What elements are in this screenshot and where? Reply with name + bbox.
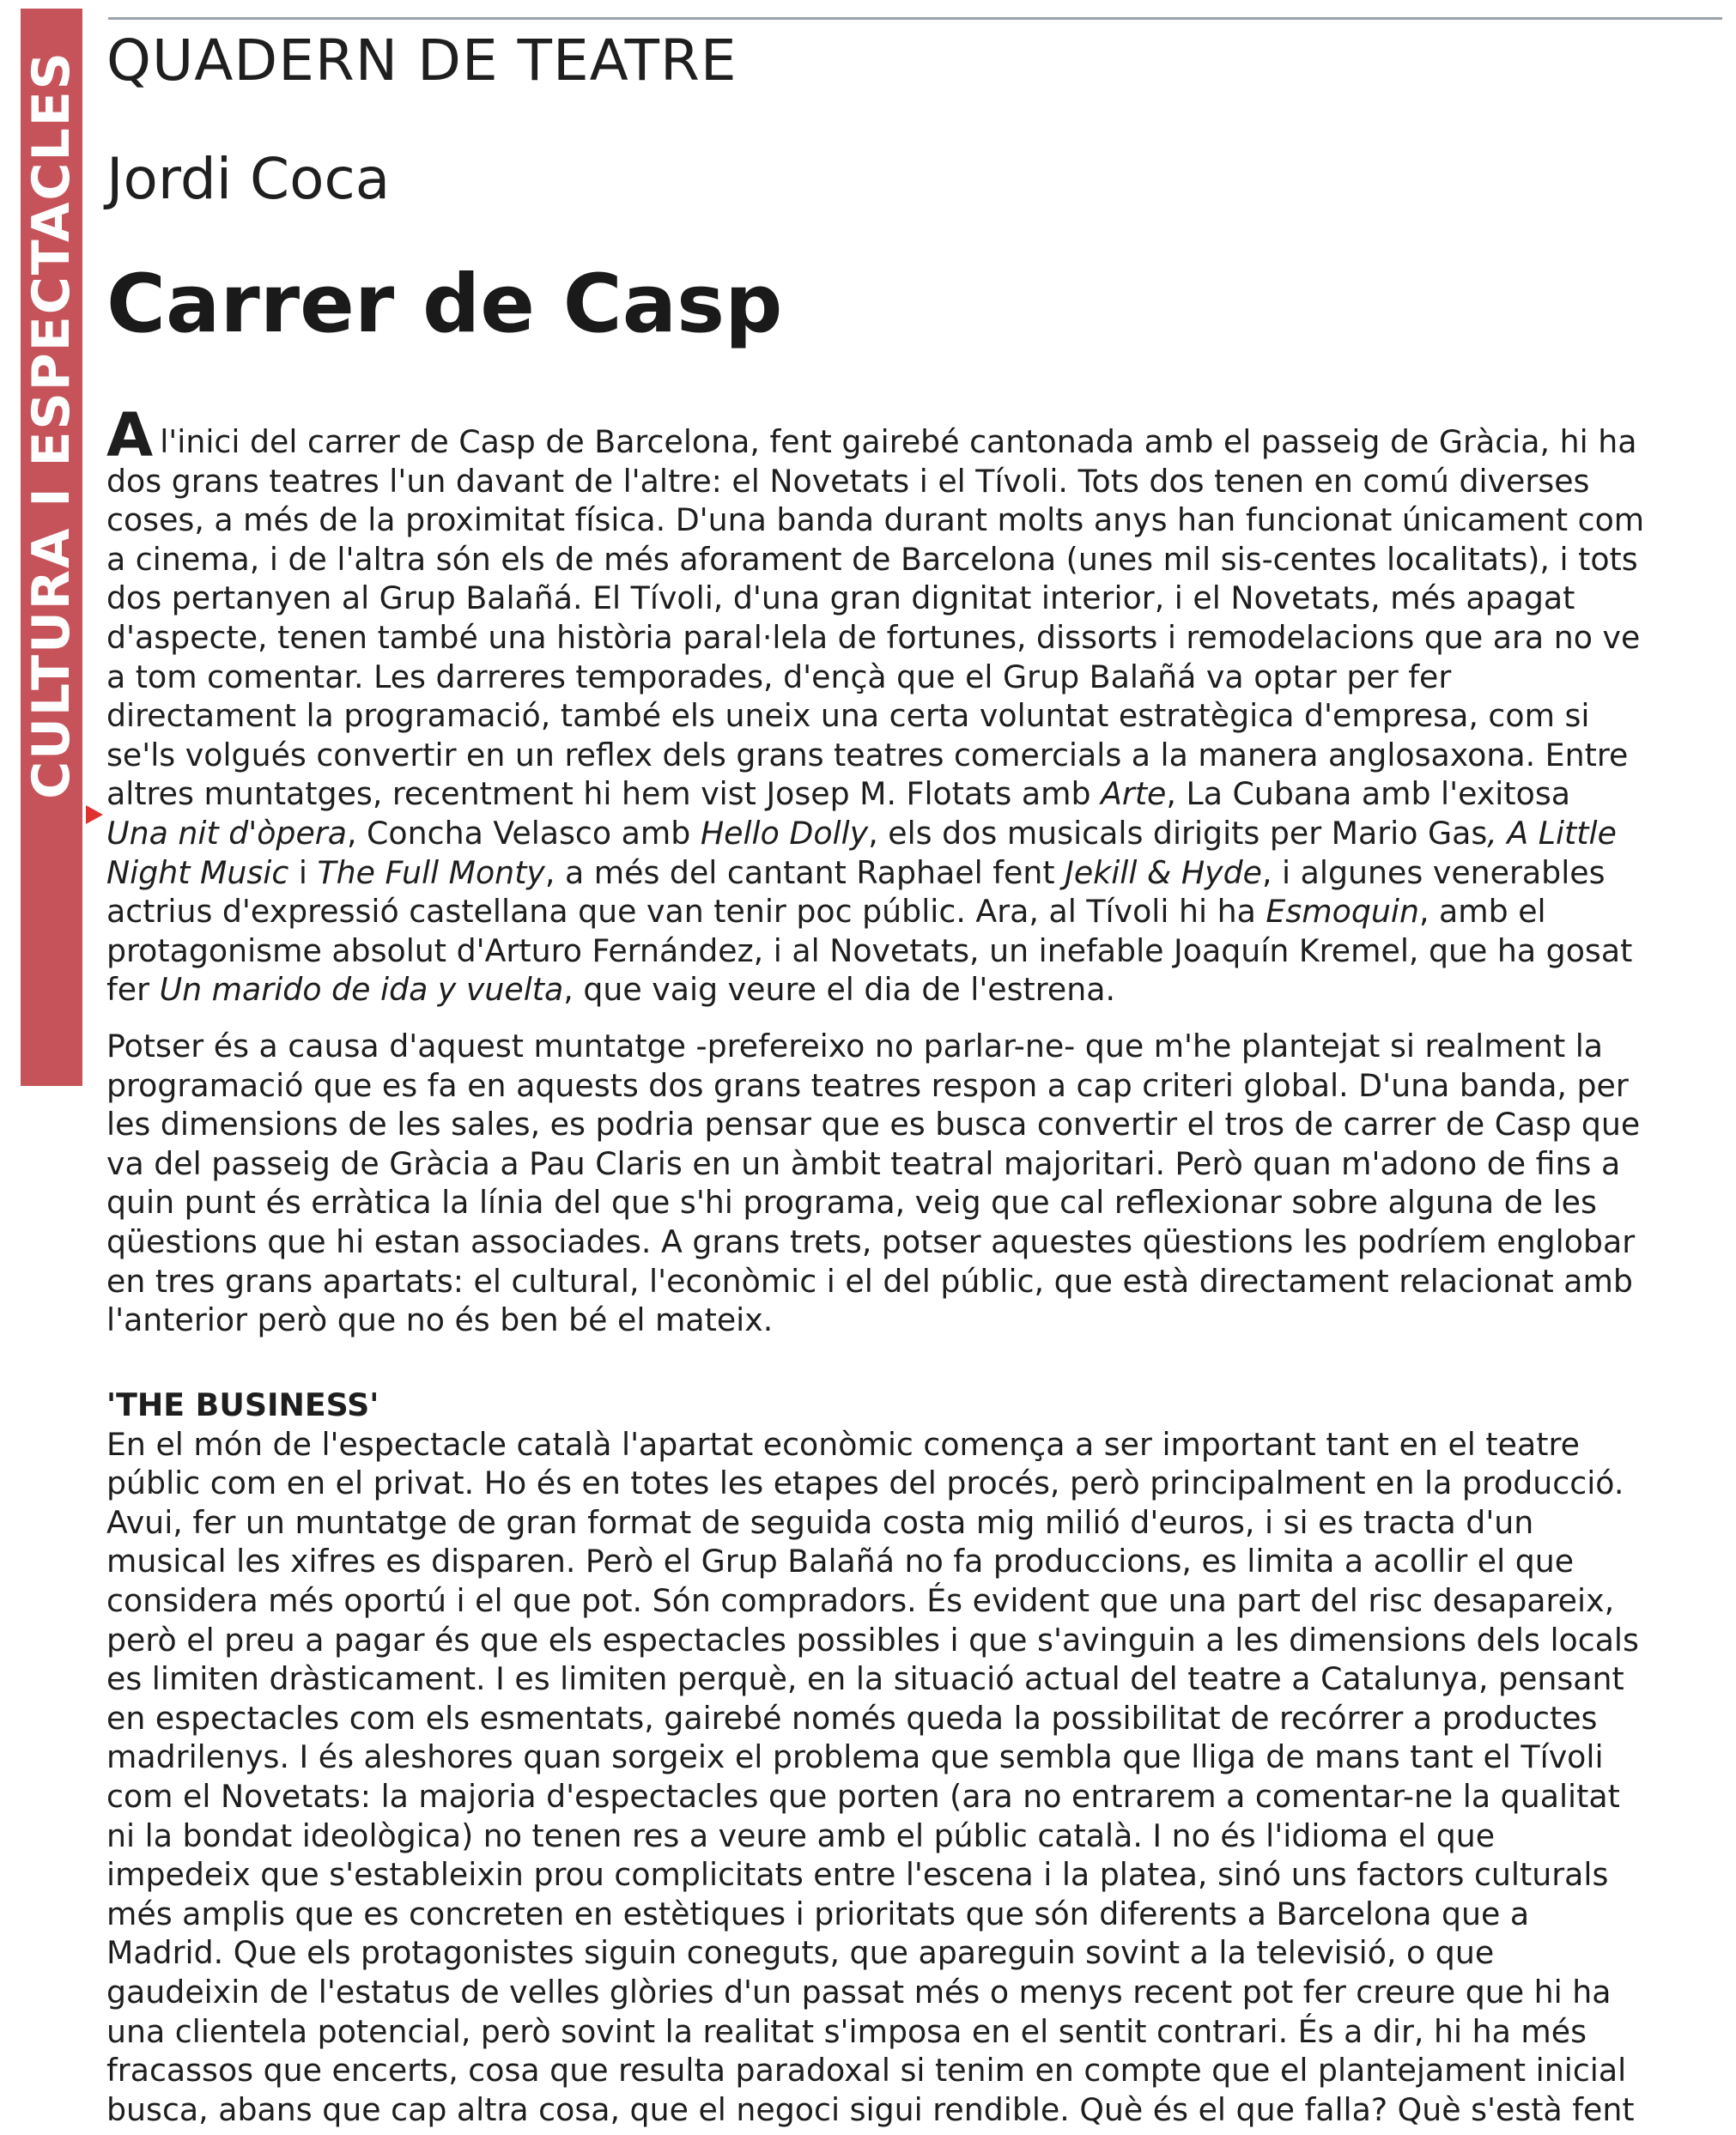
text-line — [106, 658, 1712, 697]
text-line: ni la bondat ideològica) no tenen res a veure amb el públic català. I no és l'idioma el que — [106, 1817, 1496, 1854]
text-line: en espectacles com els esmentats, gairebé només queda la possibilitat de recórrer a productes — [106, 1699, 1598, 1737]
italic-title: The Full Monty — [317, 853, 545, 891]
text-line — [106, 696, 1712, 736]
text-line — [106, 500, 1712, 540]
text-line: l'anterior però que no és ben bé el mateix. — [106, 1301, 774, 1339]
text-line — [106, 736, 1712, 775]
text-run: i — [288, 853, 318, 891]
text-run: protagonisme absolut d'Arturo Fernández, i al Novetats, un inefable Joaquín Kremel, que ha gosat — [106, 931, 1633, 969]
text-line — [106, 970, 1712, 1010]
text-run: , amb el — [1418, 893, 1546, 931]
text-run: dos pertanyen al Grup Balañá. El Tívoli, d'una gran dignitat interior, i el Novetats, més apagat — [106, 579, 1575, 617]
text-run: coses, a més de la proximitat física. D'una banda durant molts anys han funcionat únicament com — [106, 501, 1645, 539]
side-band-label: CULTURA I ESPECTACLES — [21, 51, 82, 799]
text-line: qüestions que hi estan associades. A grans trets, potser aquestes qüestions les podríem englobar — [106, 1222, 1636, 1260]
text-run: directament la programació, també els uneix una certa voluntat estratègica d'empresa, com si — [106, 697, 1590, 735]
text-line — [106, 774, 1712, 814]
text-line: musical les xifres es disparen. Però el Grup Balañá no fa produccions, es limita a acollir el que — [106, 1543, 1575, 1580]
italic-title: Un marido de ida y vuelta — [159, 971, 564, 1009]
italic-title: Esmoquin — [1266, 893, 1419, 931]
text-run: , a més del cantant Raphael fent — [544, 853, 1065, 891]
text-run: , i algunes venerables — [1261, 853, 1605, 891]
text-run: a cinema, i de l'altra són els de més aforament de Barcelona (unes mil sis-centes localitats), i tots — [106, 540, 1638, 578]
text-line: Potser és a causa d'aquest muntatge -prefereixo no parlar-ne- que m'he plantejat si realment la — [106, 1028, 1604, 1064]
text-run: , els dos musicals dirigits per Mario Gas — [868, 814, 1488, 852]
section-title: QUADERN DE TEATRE — [106, 27, 737, 94]
text-run: actrius d'expressió castellana que van tenir poc públic. Ara, al Tívoli hi ha — [106, 893, 1266, 931]
article-paragraph-1 — [106, 400, 1712, 1010]
text-line: gaudeixin de l'estatus de velles glòries d'un passat més o menys recent pot fer creure que hi ha — [106, 1973, 1612, 2011]
italic-title: Night Music — [106, 853, 289, 891]
text-run: d'aspecte, tenen també una història paral·lela de fortunes, dissorts i remodelacions que ara no ve — [106, 618, 1641, 656]
text-line — [106, 400, 1712, 470]
article-paragraph-2 — [106, 1027, 1712, 1340]
italic-title: , A Little — [1487, 814, 1617, 852]
text-line — [106, 618, 1712, 658]
text-line: es limiten dràsticament. I es limiten perquè, en la situació actual del teatre a Catalunya, pensant — [106, 1660, 1624, 1698]
text-line — [106, 931, 1712, 971]
text-run: a tom comentar. Les darreres temporades, d'ençà que el Grup Balañá va optar per fer — [106, 658, 1452, 695]
text-line: però el preu a pagar és que els espectacles possibles i que s'avinguin a les dimensions dels locals — [106, 1621, 1639, 1659]
text-line — [106, 540, 1712, 579]
text-line: programació que es fa en aquests dos grans teatres respon a cap criteri global. D'una banda, per — [106, 1066, 1629, 1104]
text-line: busca, abans que cap altra cosa, que el negoci sigui rendible. Què és el que falla? Què s'està fent — [106, 2090, 1635, 2128]
red-arrow-icon — [86, 805, 103, 824]
drop-cap: A — [106, 400, 154, 470]
text-run: dos grans teatres l'un davant de l'altre: el Novetats i el Tívoli. Tots dos tenen en comú diverses — [106, 462, 1590, 500]
italic-title: Una nit d'òpera — [106, 814, 347, 852]
text-line: Avui, fer un muntatge de gran format de seguida costa mig milió d'euros, i si es tracta d'un — [106, 1503, 1534, 1541]
article-headline: Carrer de Casp — [106, 258, 783, 351]
top-rule — [108, 17, 1722, 20]
section-subhead: 'THE BUSINESS' — [106, 1386, 379, 1423]
text-run: , La Cubana amb l'exitosa — [1166, 775, 1570, 813]
text-line: considera més oportú i el que pot. Són compradors. És evident que una part del risc desapareix, — [106, 1581, 1615, 1619]
text-line: com el Novetats: la majoria d'espectacles que porten (ara no entrarem a comentar-ne la qualitat — [106, 1777, 1620, 1815]
text-line: fracassos que encerts, cosa que resulta paradoxal si tenim en compte que el plantejament inicial — [106, 2052, 1627, 2090]
text-line — [106, 853, 1712, 893]
text-line: Madrid. Que els protagonistes siguin coneguts, que apareguin sovint a la televisió, o que — [106, 1934, 1495, 1972]
text-line: una clientela potencial, però sovint la realitat s'imposa en el sentit contrari. És a dir, hi ha més — [106, 2012, 1587, 2050]
text-run: l'inici del carrer de Casp de Barcelona, fent gairebé cantonada amb el passeig de Gràcia, hi ha — [160, 423, 1637, 460]
text-run: fer — [106, 971, 160, 1009]
text-line: en tres grans apartats: el cultural, l'econòmic i el del públic, que està directament relacionat amb — [106, 1262, 1633, 1300]
italic-title: Jekill & Hyde — [1065, 853, 1262, 891]
text-line — [106, 462, 1712, 501]
text-line: impedeix que s'estableixin prou complicitats entre l'escena i la platea, sinó uns factors culturals — [106, 1856, 1609, 1894]
text-run: , que vaig veure el dia de l'estrena. — [563, 971, 1116, 1009]
text-line: públic com en el privat. Ho és en totes les etapes del procés, però principalment en la producció. — [106, 1465, 1624, 1502]
author-name: Jordi Coca — [106, 146, 391, 212]
text-line: En el món de l'espectacle català l'apartat econòmic comença a ser important tant en el teatre — [106, 1425, 1580, 1463]
article-section-business — [106, 1386, 1712, 2129]
text-line — [106, 579, 1712, 618]
italic-title: Arte — [1101, 775, 1167, 813]
text-run: se'ls volgués convertir en un reflex dels grans teatres comercials a la manera anglosaxona. Entre — [106, 736, 1629, 773]
text-line: va del passeig de Gràcia a Pau Claris en un àmbit teatral majoritari. Però quan m'adono de fins a — [106, 1144, 1621, 1182]
text-line: més amplis que es concreten en estètiques i prioritats que són diferents a Barcelona que a — [106, 1895, 1530, 1932]
italic-title: Hello Dolly — [700, 814, 869, 852]
text-run: altres muntatges, recentment hi hem vist Josep M. Flotats amb — [106, 775, 1102, 813]
text-line — [106, 814, 1712, 853]
text-line: quin punt és erràtica la línia del que s'hi programa, veig que cal reflexionar sobre alguna de les — [106, 1184, 1597, 1222]
text-line — [106, 892, 1712, 931]
text-line: madrilenys. I és aleshores quan sorgeix el problema que sembla que lliga de mans tant el Tívoli — [106, 1738, 1604, 1776]
text-run: , Concha Velasco amb — [346, 814, 701, 852]
text-line: les dimensions de les sales, es podria pensar que es busca convertir el tros de carrer de Casp que — [106, 1106, 1641, 1143]
